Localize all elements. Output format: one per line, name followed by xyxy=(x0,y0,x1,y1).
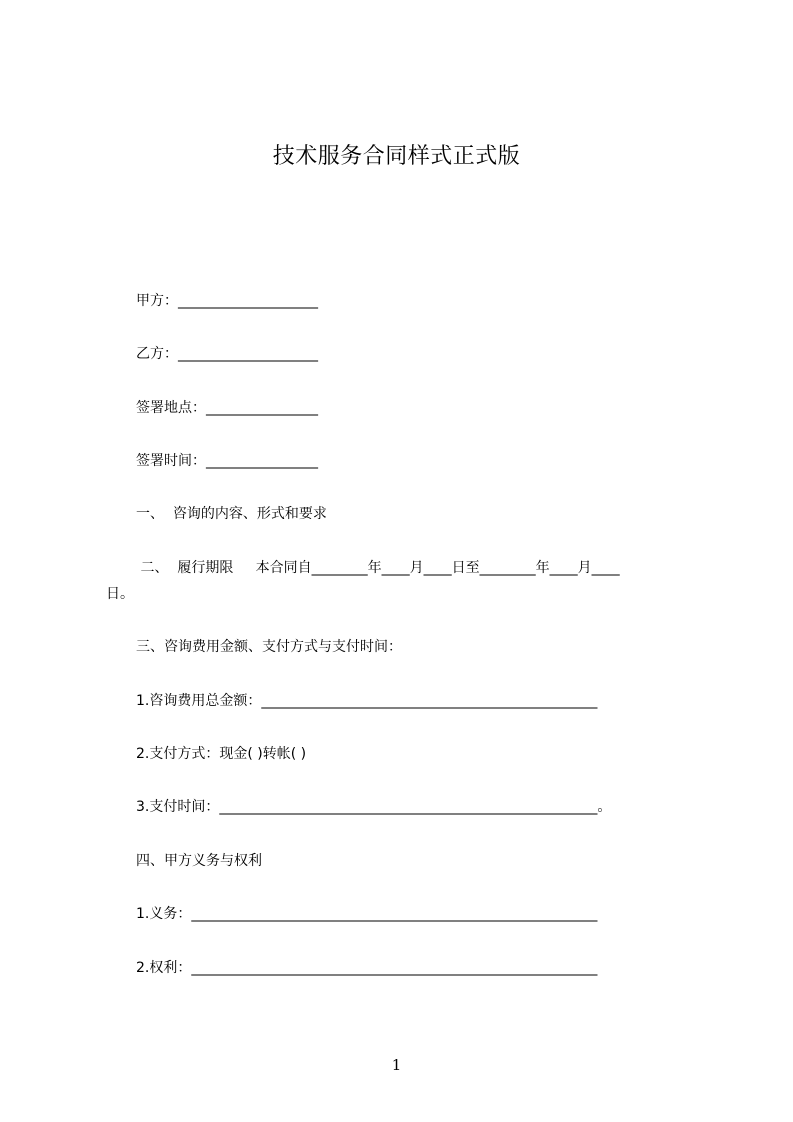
fee-total-line: 1.咨询费用总金额：________________________________________________ xyxy=(136,693,598,709)
section-2-line-1: 二、 履行期限 本合同自________年____月____日至________年____月____ xyxy=(136,560,620,576)
party-a-line: 甲方：____________________ xyxy=(136,293,318,309)
payment-time-line: 3.支付时间：______________________________________________________。 xyxy=(136,799,612,815)
section-4-heading: 四、甲方义务与权利 xyxy=(136,853,262,869)
section-1-heading: 一、 咨询的内容、形式和要求 xyxy=(136,506,327,522)
payment-method-line: 2.支付方式：现金( )转帐( ) xyxy=(136,746,307,762)
sign-place-line: 签署地点：________________ xyxy=(136,400,318,416)
rights-line: 2.权利：__________________________________________________________ xyxy=(136,960,598,976)
party-b-line: 乙方：____________________ xyxy=(136,346,318,362)
section-2-line-2: 日。 xyxy=(106,586,134,602)
document-title: 技术服务合同样式正式版 xyxy=(272,144,521,169)
section-3-heading: 三、咨询费用金额、支付方式与支付时间： xyxy=(136,639,402,655)
sign-time-line: 签署时间：________________ xyxy=(136,453,318,469)
page-number: 1 xyxy=(391,1056,402,1074)
obligations-line: 1.义务：__________________________________________________________ xyxy=(136,906,598,922)
